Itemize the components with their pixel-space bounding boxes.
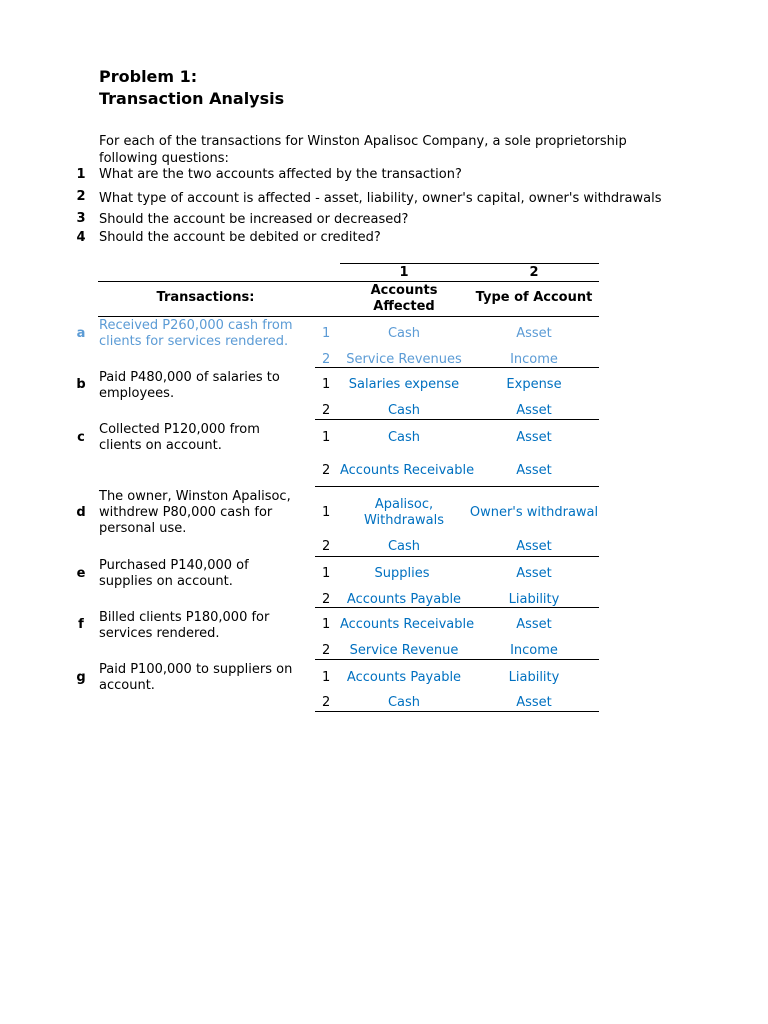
table-bottom-rule: [315, 711, 599, 712]
transaction-letter-g: g: [76, 670, 86, 685]
transaction-letter-e: e: [76, 566, 86, 581]
header-accounts-line1: Accounts: [370, 283, 438, 298]
row-rule-a: [315, 367, 599, 368]
question-text-2: What type of account is affected - asset, liability, owner's capital, owner's withdrawals: [99, 191, 662, 206]
account-d1-line1: Apalisoc,: [374, 497, 434, 512]
row-number-f2: 2: [322, 643, 331, 658]
transaction-description-e: Purchased P140,000 of supplies on account.: [99, 558, 249, 589]
transaction-description-c: Collected P120,000 from clients on account.: [99, 422, 260, 453]
row-rule-f: [315, 659, 599, 660]
account-a2: Service Revenues: [346, 352, 462, 367]
row-rule-c: [315, 486, 599, 487]
account-g2: Cash: [387, 695, 421, 710]
question-number-2: 2: [76, 189, 86, 204]
account-e1: Supplies: [374, 566, 430, 581]
question-text-1: What are the two accounts affected by the transaction?: [99, 167, 462, 182]
account-b2: Cash: [387, 403, 421, 418]
question-text-4: Should the account be debited or credited?: [99, 230, 381, 245]
type-b2: Asset: [516, 403, 552, 418]
question-number-1: 1: [76, 167, 86, 182]
type-a2: Income: [510, 352, 558, 367]
row-number-d1: 1: [322, 505, 331, 520]
question-number-4: 4: [76, 230, 86, 245]
header-rule: [98, 281, 599, 282]
transaction-description-b: Paid P480,000 of salaries to employees.: [99, 370, 280, 401]
transaction-description-d: The owner, Winston Apalisoc, withdrew P80,000 cash for personal use.: [99, 489, 291, 536]
transaction-letter-a: a: [76, 326, 86, 341]
account-a1: Cash: [387, 326, 421, 341]
type-c2: Asset: [516, 463, 552, 478]
header-bottom-rule: [98, 316, 599, 317]
question-number-3: 3: [76, 211, 86, 226]
row-number-b1: 1: [322, 377, 331, 392]
type-g2: Asset: [516, 695, 552, 710]
row-number-e2: 2: [322, 592, 331, 607]
type-e1: Asset: [516, 566, 552, 581]
transaction-description-a: Received P260,000 cash from clients for services rendered.: [99, 318, 293, 349]
column-number-1: 1: [399, 265, 409, 280]
row-number-d2: 2: [322, 539, 331, 554]
account-f1: Accounts Receivable: [340, 617, 475, 632]
page-title-line2: Transaction Analysis: [99, 89, 285, 108]
row-rule-d: [315, 556, 599, 557]
row-number-e1: 1: [322, 566, 331, 581]
page-title-line1: Problem 1:: [99, 67, 198, 86]
account-b1: Salaries expense: [348, 377, 460, 392]
type-a1: Asset: [516, 326, 552, 341]
transaction-description-f: Billed clients P180,000 for services rendered.: [99, 610, 270, 641]
row-number-a1: 1: [322, 326, 331, 341]
account-f2: Service Revenue: [349, 643, 459, 658]
row-number-c1: 1: [322, 430, 331, 445]
intro-line-2: following questions:: [99, 151, 229, 166]
row-number-b2: 2: [322, 403, 331, 418]
row-number-a2: 2: [322, 352, 331, 367]
account-c2: Accounts Receivable: [340, 463, 475, 478]
transaction-description-g: Paid P100,000 to suppliers on account.: [99, 662, 293, 693]
type-b1: Expense: [506, 377, 562, 392]
account-e2: Accounts Payable: [346, 592, 462, 607]
row-number-g2: 2: [322, 695, 331, 710]
type-e2: Liability: [508, 592, 560, 607]
row-number-c2: 2: [322, 463, 331, 478]
type-d1: Owner's withdrawal: [469, 505, 599, 520]
header-transactions: Transactions:: [156, 290, 255, 305]
intro-line-1: For each of the transactions for Winston Apalisoc Company, a sole proprietorship: [99, 134, 627, 149]
row-rule-b: [315, 419, 599, 420]
account-d1-line2: Withdrawals: [363, 513, 445, 528]
type-c1: Asset: [516, 430, 552, 445]
account-g1: Accounts Payable: [346, 670, 462, 685]
header-top-rule: [340, 263, 599, 264]
transaction-letter-c: c: [77, 430, 85, 445]
question-text-3: Should the account be increased or decreased?: [99, 212, 409, 227]
account-c1: Cash: [387, 430, 421, 445]
transaction-letter-b: b: [76, 377, 86, 392]
account-d2: Cash: [387, 539, 421, 554]
type-f1: Asset: [516, 617, 552, 632]
row-rule-e: [315, 607, 599, 608]
transaction-letter-f: f: [78, 617, 84, 632]
type-f2: Income: [510, 643, 558, 658]
column-number-2: 2: [529, 265, 539, 280]
header-type-of-account: Type of Account: [475, 290, 593, 305]
type-g1: Liability: [508, 670, 560, 685]
transaction-letter-d: d: [76, 505, 86, 520]
row-number-g1: 1: [322, 670, 331, 685]
header-accounts-line2: Affected: [373, 299, 435, 314]
row-number-f1: 1: [322, 617, 331, 632]
type-d2: Asset: [516, 539, 552, 554]
